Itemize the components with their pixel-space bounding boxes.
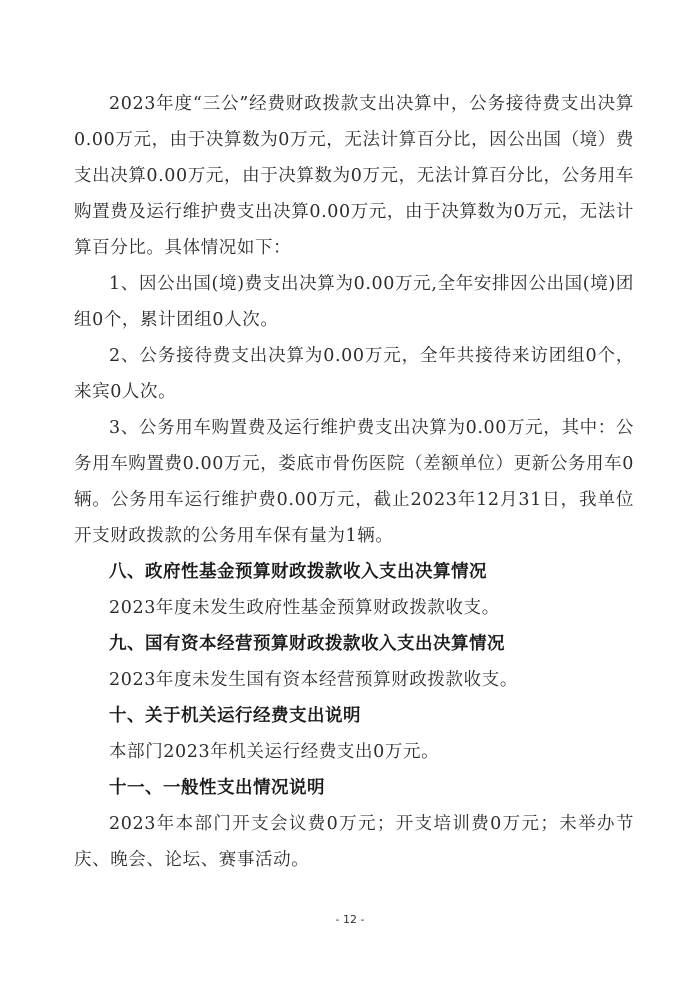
paragraph-official-reception: 2、公务接待费支出决算为0.00万元，全年共接待来访团组0个，来宾0人次。: [74, 346, 634, 402]
paragraph-overseas-travel: 1、因公出国(境)费支出决算为0.00万元,全年安排因公出国(境)团组0个，累计团组0人次。: [74, 274, 634, 330]
document-body: [74, 86, 634, 878]
section-10-heading: 十、关于机关运行经费支出说明: [109, 706, 361, 726]
section-11-text: 2023年本部门开支会议费0万元；开支培训费0万元；未举办节庆、晚会、论坛、赛事活动。: [74, 814, 634, 870]
section-9-text: 2023年度未发生国有资本经营预算财政拨款收支。: [109, 670, 518, 690]
section-8-heading: 八、政府性基金预算财政拨款收入支出决算情况: [109, 562, 487, 582]
paragraph-three-public-expenses-summary: 2023年度“三公”经费财政拨款支出决算中，公务接待费支出决算0.00万元，由于决算数为0万元，无法计算百分比，因公出国（境）费支出决算0.00万元，由于决算数为0万元，无法计算百分比，公务用车购置费及运行维护费支出决算0.00万元，由于决算数为0万元，无法计算百分比。具体情况如下：: [74, 94, 634, 258]
paragraph-official-vehicles: 3、公务用车购置费及运行维护费支出决算为0.00万元，其中：公务用车购置费0.00万元，娄底市骨伤医院（差额单位）更新公务用车0辆。公务用车运行维护费0.00万元，截止2023年12月31日，我单位开支财政拨款的公务用车保有量为1辆。: [74, 418, 634, 546]
section-8-text: 2023年度未发生政府性基金预算财政拨款收支。: [109, 598, 500, 618]
section-10-text: 本部门2023年机关运行经费支出0万元。: [109, 742, 440, 762]
section-9-heading: 九、国有资本经营预算财政拨款收入支出决算情况: [109, 634, 505, 654]
page-number: - 12 -: [335, 913, 365, 926]
section-11-heading: 十一、一般性支出情况说明: [109, 778, 325, 798]
